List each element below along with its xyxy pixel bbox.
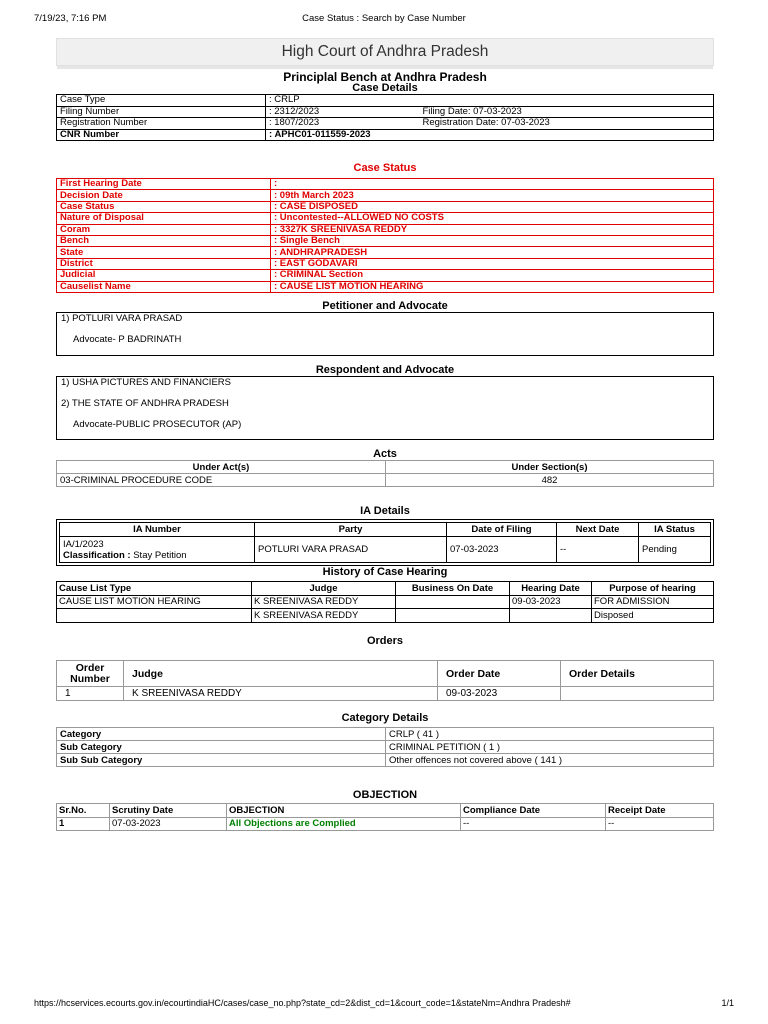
act-name: 03-CRIMINAL PROCEDURE CODE [57,474,386,487]
case-status-row [57,281,714,292]
order-details-link[interactable] [561,687,714,701]
filing-number-value: : 2312/2023 [266,106,420,118]
history-purpose: Disposed [592,609,714,623]
history-header-hearing: Hearing Date [510,582,592,596]
case-status-row [57,190,714,201]
history-header-purpose: Purpose of hearing [592,582,714,596]
history-header-cause: Cause List Type [57,582,252,596]
bench-title: Principlal Bench at Andhra Pradesh [283,70,487,84]
case-status-value: : EAST GODAVARI [271,258,714,269]
case-status-table [56,178,714,293]
ia-next: -- [557,537,639,563]
history-cause: CAUSE LIST MOTION HEARING [57,595,252,609]
history-purpose: FOR ADMISSION [592,595,714,609]
order-judge: K SREENIVASA REDDY [124,687,438,701]
ia-header-next: Next Date [557,523,639,537]
print-datetime: 7/19/23, 7:16 PM [34,13,107,24]
history-table [56,581,714,623]
case-status-value: : Single Bench [271,235,714,246]
history-title: History of Case Hearing [322,566,448,578]
acts-header-section: Under Section(s) [386,461,714,474]
registration-number-value: : 1807/2023 [266,118,420,130]
case-status-label: Decision Date [57,190,271,201]
ia-details-title: IA Details [360,505,410,517]
objection-text: All Objections are Complied [227,817,461,831]
case-status-row [57,235,714,246]
ia-party: POTLURI VARA PRASAD [255,537,447,563]
cnr-label: CNR Number [57,129,266,141]
respondent-name-2: 2) THE STATE OF ANDHRA PRADESH [61,398,229,409]
objection-header-receipt: Receipt Date [606,804,714,818]
page-url: https://hcservices.ecourts.gov.in/ecourtindiaHC/cases/case_no.php?state_cd=2&dist_cd=1&court_code=1&stateNm=Andhra Pradesh# [34,998,571,1008]
case-status-label: First Hearing Date [57,179,271,190]
acts-title: Acts [373,448,397,460]
acts-table [56,460,714,487]
case-details-table [56,94,714,141]
objection-title: OBJECTION [352,789,418,801]
petitioner-box [56,312,714,356]
objection-compliance-date: -- [461,817,606,831]
petitioner-advocate: Advocate- P BADRINATH [73,334,182,345]
case-status-label: District [57,258,271,269]
case-status-label: Bench [57,235,271,246]
category-title: Category Details [341,712,429,724]
case-status-value: : ANDHRAPRADESH [271,247,714,258]
orders-header-number: Order Number [57,661,124,687]
print-header [34,13,734,25]
case-status-row [57,247,714,258]
filing-date: Filing Date: 07-03-2023 [420,106,714,118]
history-header-judge: Judge [252,582,396,596]
case-status-row [57,179,714,190]
ia-header-number: IA Number [60,523,255,537]
case-status-value: : 3327K SREENIVASA REDDY [271,224,714,235]
history-row [57,609,714,623]
case-status-row [57,224,714,235]
objection-header-compliance: Compliance Date [461,804,606,818]
sub-category-value: CRIMINAL PETITION ( 1 ) [386,741,714,754]
case-status-value: : Uncontested--ALLOWED NO COSTS [271,213,714,224]
history-judge: K SREENIVASA REDDY [252,609,396,623]
category-value: CRLP ( 41 ) [386,728,714,741]
ia-number-cell [60,537,255,563]
ia-status: Pending [639,537,711,563]
ia-header-date: Date of Filing [447,523,557,537]
case-details-title: Case Details [352,82,418,94]
registration-date: Registration Date: 07-03-2023 [420,118,714,130]
court-name: High Court of Andhra Pradesh [56,38,714,66]
orders-header-date: Order Date [438,661,561,687]
case-status-row [57,270,714,281]
objection-srno: 1 [57,817,110,831]
ia-header-status: IA Status [639,523,711,537]
respondent-advocate: Advocate-PUBLIC PROSECUTOR (AP) [73,419,242,430]
acts-header-act: Under Act(s) [57,461,386,474]
ia-number: IA/1/2023 [63,538,104,550]
case-status-label: Judicial [57,270,271,281]
category-label: Category [57,728,386,741]
history-cause [57,609,252,623]
order-date: 09-03-2023 [438,687,561,701]
objection-receipt-date: -- [606,817,714,831]
case-status-value: : CASE DISPOSED [271,201,714,212]
orders-header-judge: Judge [124,661,438,687]
ia-classification-label: Classification : [63,549,131,561]
sub-category-label: Sub Category [57,741,386,754]
ia-details-table [56,519,714,566]
history-row [57,595,714,609]
objection-table [56,803,714,831]
case-status-title: Case Status [353,162,417,174]
case-status-row [57,213,714,224]
page-number: 1/1 [721,998,734,1008]
case-status-label: State [57,247,271,258]
case-status-value: : 09th March 2023 [271,190,714,201]
objection-scrutiny-date: 07-03-2023 [110,817,227,831]
case-status-label: Case Status [57,201,271,212]
case-status-row [57,258,714,269]
objection-header-objection: OBJECTION [227,804,461,818]
cnr-value: : APHC01-011559-2023 [266,129,420,141]
orders-header-details: Order Details [561,661,714,687]
orders-table [56,660,714,701]
case-status-value: : CAUSE LIST MOTION HEARING [271,281,714,292]
print-page-title: Case Status : Search by Case Number [302,13,466,24]
ia-date: 07-03-2023 [447,537,557,563]
ia-header-party: Party [255,523,447,537]
history-hearing: 09-03-2023 [510,595,592,609]
act-section: 482 [386,474,714,487]
case-status-value: : CRIMINAL Section [271,270,714,281]
objection-header-srno: Sr.No. [57,804,110,818]
ia-classification: Stay Petition [133,549,187,561]
case-status-label: Causelist Name [57,281,271,292]
order-number: 1 [57,687,124,701]
case-status-row [57,201,714,212]
registration-number-label: Registration Number [57,118,266,130]
category-table [56,727,714,767]
petitioner-name: 1) POTLURI VARA PRASAD [61,313,183,324]
filing-number-label: Filing Number [57,106,266,118]
history-judge: K SREENIVASA REDDY [252,595,396,609]
petitioner-title: Petitioner and Advocate [322,300,448,312]
case-status-value: : [271,179,714,190]
respondent-box [56,376,714,440]
case-status-label: Nature of Disposal [57,213,271,224]
sub-sub-category-value: Other offences not covered above ( 141 ) [386,754,714,767]
history-hearing [510,609,592,623]
case-type-label: Case Type [57,95,266,107]
sub-sub-category-label: Sub Sub Category [57,754,386,767]
respondent-title: Respondent and Advocate [315,364,455,376]
history-business [396,609,510,623]
objection-header-scrutiny: Scrutiny Date [110,804,227,818]
case-type-value: : CRLP [266,95,420,107]
history-business [396,595,510,609]
respondent-name-1: 1) USHA PICTURES AND FINANCIERS [61,377,231,388]
history-header-business: Business On Date [396,582,510,596]
orders-title: Orders [366,635,404,647]
print-footer [34,998,734,1010]
case-status-label: Coram [57,224,271,235]
